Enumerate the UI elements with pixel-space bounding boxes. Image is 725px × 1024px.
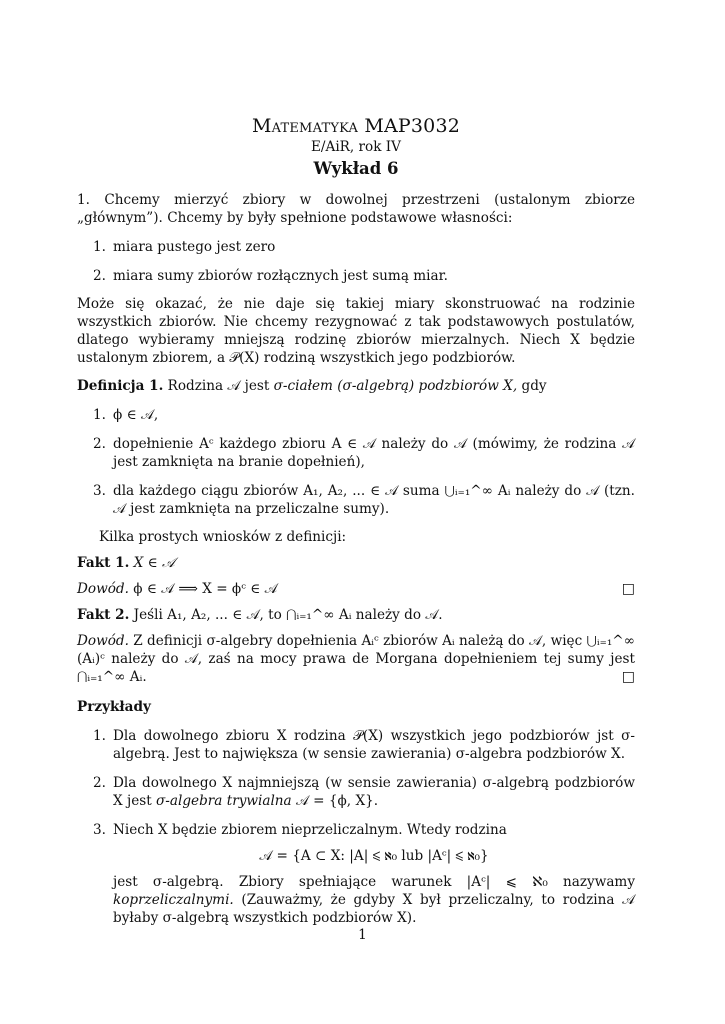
list-number: 1. <box>93 728 106 744</box>
qed-symbol: □ <box>621 669 635 685</box>
qed-symbol: □ <box>621 581 635 597</box>
list-item <box>77 406 635 424</box>
document-page <box>77 115 635 927</box>
list-number: 3. <box>93 822 106 838</box>
list-number: 2. <box>93 775 106 791</box>
definition-1 <box>77 377 635 395</box>
list-item <box>77 727 635 763</box>
fact-label: Fakt 1. <box>77 555 130 571</box>
document-header <box>77 115 635 179</box>
proof-label: Dowód. <box>77 633 129 649</box>
list-item <box>77 435 635 471</box>
list-text-end: (Zauważmy, że gdyby X był przeliczalny, to rodzina 𝒜 byłaby σ-algebrą wszystkich podzbiorów X). <box>113 892 635 926</box>
list-item <box>77 774 635 810</box>
list-text: miara sumy zbiorów rozłącznych jest sumą miar. <box>113 268 448 284</box>
definition-text-end: gdy <box>521 378 547 394</box>
list-text: dopełnienie Aᶜ każdego zbioru A ∈ 𝒜 należy do 𝒜 (mówimy, że rodzina 𝒜 jest zamknięta na branie dopełnień), <box>113 436 635 470</box>
conclusions-intro: Kilka prostych wniosków z definicji: <box>99 529 347 545</box>
page-title: Matematyka MAP3032 <box>251 115 461 137</box>
fact-1 <box>77 554 635 572</box>
motivation-paragraph: Może się okazać, że nie daje się takiej miary skonstruować na rodzinie wszystkich zbiorów. Nie chcemy rezygnować z tak podstawowych postulatów, dlatego wybieramy mniejszą rodzinę zbiorów mierzalnych. Niech X będzie ustalonym zbiorem, a 𝒫(X) rodziną wszystkich jego podzbiorów. <box>77 296 635 366</box>
list-item <box>77 267 635 285</box>
definition-text: Rodzina 𝒜 jest <box>167 378 270 394</box>
list-number: 2. <box>93 268 106 284</box>
proof-2 <box>77 632 635 686</box>
examples-heading: Przykłady <box>77 699 151 715</box>
example-continuation <box>113 873 635 927</box>
list-item <box>77 238 635 256</box>
list-number: 1. <box>93 239 106 255</box>
page-number: 1 <box>358 927 367 943</box>
list-text: Niech X będzie zbiorem nieprzeliczalnym. Wtedy rodzina <box>113 822 507 838</box>
list-item <box>77 482 635 518</box>
list-number: 2. <box>93 436 106 452</box>
list-item <box>77 821 635 927</box>
intro-list <box>77 238 635 285</box>
proof-text: Z definicji σ-algebry dopełnienia Aᵢᶜ zbiorów Aᵢ należą do 𝒜, więc ⋃ᵢ₌₁^∞ (Aᵢ)ᶜ należy do 𝒜, zaś na mocy prawa de Morgana dopełnieniem tej sumy jest ⋂ᵢ₌₁^∞ Aᵢ. <box>77 633 636 685</box>
intro-paragraph: 1. Chcemy mierzyć zbiory w dowolnej przestrzeni (ustalonym zbiorze „głównym”). Chcemy by były spełnione podstawowe własności: <box>77 192 635 226</box>
list-text-end: 𝒜 = {ϕ, X}. <box>296 793 379 809</box>
list-number: 1. <box>93 407 106 423</box>
list-text: miara pustego jest zero <box>113 239 276 255</box>
list-text: Dla dowolnego zbioru X rodzina 𝒫(X) wszystkich jego podzbiorów jst σ-algebrą. Jest to największa (w sensie zawierania) σ-algebra podzbiorów X. <box>113 728 635 762</box>
fact-label: Fakt 2. <box>77 607 130 623</box>
fact-text: Jeśli A₁, A₂, ... ∈ 𝒜, to ⋂ᵢ₌₁^∞ Aᵢ należy do 𝒜. <box>133 607 443 623</box>
examples-list <box>77 727 635 927</box>
definition-term: σ-ciałem (σ-algebrą) podzbiorów X, <box>273 378 518 394</box>
definition-label: Definicja 1. <box>77 378 164 394</box>
fact-2 <box>77 606 635 624</box>
example-term: koprzeliczalnymi. <box>113 892 234 908</box>
fact-text: X ∈ 𝒜 <box>133 555 175 571</box>
lecture-title: Wykład 6 <box>313 159 399 178</box>
list-number: 3. <box>93 483 106 499</box>
list-text: dla każdego ciągu zbiorów A₁, A₂, ... ∈ 𝒜 suma ⋃ᵢ₌₁^∞ Aᵢ należy do 𝒜 (tzn. 𝒜 jest zamknięta na przeliczalne sumy). <box>113 483 635 517</box>
definition-list <box>77 406 635 518</box>
proof-1 <box>77 580 635 598</box>
list-text: jest σ-algebrą. Zbiory spełniające warunek |Aᶜ| ⩽ ℵ₀ nazywamy <box>113 874 635 890</box>
proof-text: ϕ ∈ 𝒜 ⟹ X = ϕᶜ ∈ 𝒜 <box>133 581 278 597</box>
list-text: Dla dowolnego X najmniejszą (w sensie zawierania) σ-algebrą podzbiorów X jest <box>113 775 635 809</box>
display-formula: 𝒜 = {A ⊂ X: |A| ⩽ ℵ₀ lub |Aᶜ| ⩽ ℵ₀} <box>259 848 489 864</box>
course-subtitle: E/AiR, rok IV <box>311 139 401 155</box>
proof-label: Dowód. <box>77 581 129 597</box>
example-term: σ-algebra trywialna <box>156 793 292 809</box>
list-text: ϕ ∈ 𝒜, <box>113 407 159 423</box>
